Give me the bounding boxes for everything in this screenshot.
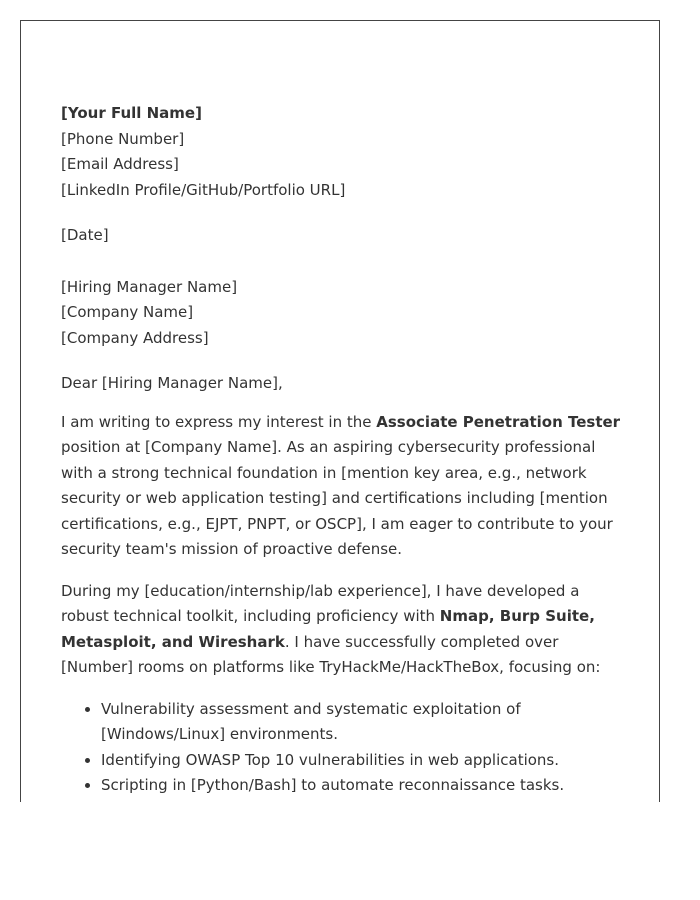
- role-title: Associate Penetration Tester: [376, 412, 621, 431]
- paragraph-interest-rest: position at [Company Name]. As an aspiring cybersecurity professional with a strong technical foundation in [mention key area, e.g., network security or web application testing] and certifications including [mention certifications, e.g., EJPT, PNPT, or OSCP], I am eager to contribute to your security team's mission of proactive defense.: [61, 438, 613, 558]
- paragraph-interest-lead: I am writing to express my interest in the: [61, 412, 377, 431]
- list-item: • Identifying OWASP Top 10 vulnerabilities in web applications.: [101, 748, 621, 774]
- sender-phone: [Phone Number]: [61, 129, 185, 148]
- document-page: [20, 20, 660, 802]
- sender-block: [61, 101, 621, 203]
- recipient-manager: [Hiring Manager Name]: [61, 277, 238, 296]
- sender-name: [Your Full Name]: [61, 104, 202, 122]
- paragraph-experience: [61, 579, 621, 681]
- paragraph-experience-rest: . I have successfully completed over [Number] rooms on platforms like TryHackMe/HackTheBox, focusing on:: [61, 632, 601, 676]
- letter-date: [Date]: [61, 226, 109, 244]
- greeting: Dear [Hiring Manager Name],: [61, 374, 283, 392]
- recipient-block: [61, 275, 621, 352]
- paragraph-interest: [61, 410, 621, 563]
- focus-list: [61, 697, 621, 799]
- list-item: • Vulnerability assessment and systematic exploitation of [Windows/Linux] environments.: [101, 697, 621, 748]
- recipient-company: [Company Name]: [61, 303, 194, 321]
- greeting-block: [61, 371, 621, 397]
- date-block: [61, 223, 621, 249]
- sender-links: [LinkedIn Profile/GitHub/Portfolio URL]: [61, 180, 346, 199]
- recipient-address: [Company Address]: [61, 328, 209, 347]
- tools-list: Nmap, Burp Suite, Metasploit, and Wireshark: [61, 607, 595, 651]
- sender-email: [Email Address]: [61, 155, 179, 173]
- paragraph-experience-lead: During my [education/internship/lab experience], I have developed a robust technical toolkit, including proficiency with: [61, 581, 580, 625]
- cover-letter-body: [61, 101, 621, 799]
- list-item: • Scripting in [Python/Bash] to automate reconnaissance tasks.: [101, 773, 621, 799]
